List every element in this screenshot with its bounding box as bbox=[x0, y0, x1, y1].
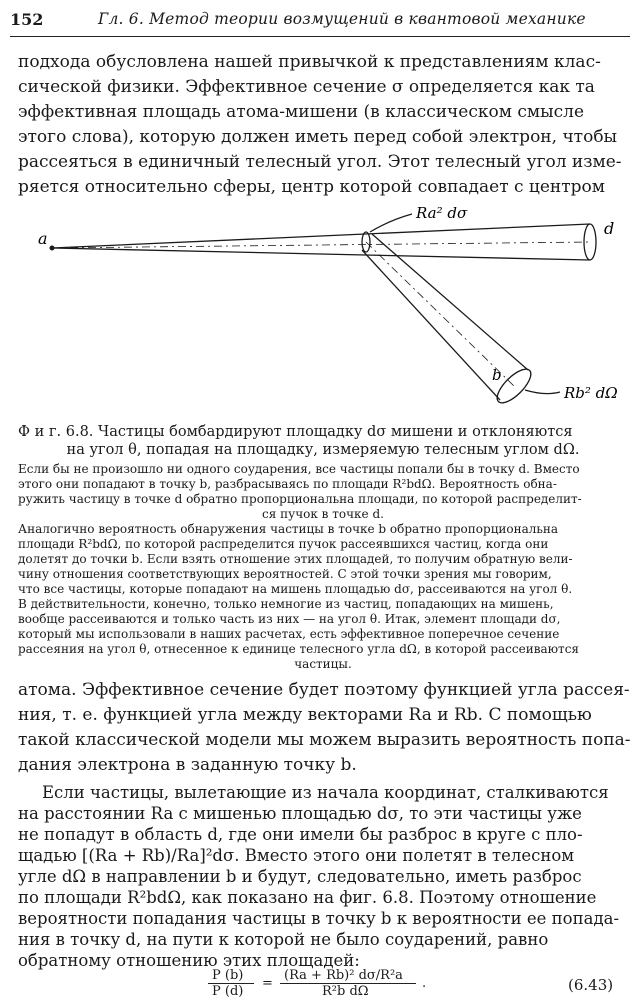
text-line: щадью [(Ra + Rb)/Ra]²dσ. Вместо этого они полетят в телесном bbox=[18, 846, 575, 865]
formula-lhs-denominator: P (d) bbox=[212, 984, 244, 999]
note-line: что все частицы, которые попадают на мишень площадью dσ, рассеиваются на угол θ. bbox=[18, 582, 573, 596]
text-line: на расстоянии Ra с мишенью площадью dσ, то эти частицы уже bbox=[18, 804, 582, 823]
label-rb-domega: Rb² dΩ bbox=[564, 384, 618, 402]
scatter-axis-dashed bbox=[366, 242, 514, 386]
note-line: Аналогично вероятность обнаружения частицы в точке b обратно пропорциональна bbox=[18, 522, 559, 536]
text-line: этого слова), которую должен иметь перед собой электрон, чтобы bbox=[18, 127, 618, 147]
area-d-ellipse bbox=[584, 224, 596, 260]
note-line: частицы. bbox=[294, 657, 352, 671]
leader-rb bbox=[525, 390, 560, 394]
note-line: В действительности, конечно, только немногие из частиц, попадающих на мишень, bbox=[18, 597, 554, 611]
note-line: долетят до точки b. Если взять отношение этих площадей, то получим обратную вели- bbox=[18, 552, 573, 566]
note-line: который мы использовали в наших расчетах, есть эффективное поперечное сечение bbox=[18, 627, 560, 641]
text-line: подхода обусловлена нашей привычкой к представлениям клас- bbox=[18, 52, 601, 72]
note-line: вообще рассеиваются и только часть из них — на угол θ. Итак, элемент площади dσ, bbox=[18, 612, 561, 626]
text-line: такой классической модели мы можем выразить вероятность попа- bbox=[18, 730, 631, 750]
note-line: рассеяния на угол θ, отнесенное к единице телесного угла dΩ, в которой рассеиваются bbox=[18, 642, 579, 656]
text-line: рассеяться в единичный телесный угол. Этот телесный угол изме- bbox=[18, 152, 622, 172]
fraction-bar-lhs bbox=[208, 983, 254, 984]
note-line: площади R²bdΩ, по которой распределится пучок рассеявшихся частиц, когда они bbox=[18, 537, 549, 551]
label-b: b bbox=[492, 366, 502, 384]
cone-upper-edge bbox=[52, 224, 590, 248]
cone-lower-edge bbox=[52, 248, 590, 260]
header-rule bbox=[10, 36, 630, 37]
leader-ra bbox=[370, 214, 412, 232]
formula-lhs-numerator: P (b) bbox=[212, 968, 244, 983]
note-line: ружить частицу в точке d обратно пропорциональна площади, по которой распределит- bbox=[18, 492, 582, 506]
formula-rhs-denominator: R²b dΩ bbox=[322, 984, 369, 999]
text-line: эффективная площадь атома-мишени (в классическом смысле bbox=[18, 102, 585, 122]
text-line: вероятности попадания частицы в точку b к вероятности ее попада- bbox=[18, 909, 620, 928]
fraction-bar-rhs bbox=[280, 983, 416, 984]
text-line: ния, т. е. функцией угла между векторами Ra и Rb. С помощью bbox=[18, 705, 592, 725]
text-line: ния в точку d, на пути к которой не было соударений, равно bbox=[18, 930, 549, 949]
note-line: Если бы не произошло ни одного соударения, все частицы попали бы в точку d. Вместо bbox=[18, 462, 580, 476]
label-a: a bbox=[38, 229, 48, 248]
note-line: чину отношения соответствующих вероятностей. С этой точки зрения мы говорим, bbox=[18, 567, 552, 581]
scatter-cone-right bbox=[372, 234, 528, 370]
formula-equals: = bbox=[262, 976, 273, 991]
note-line: ся пучок в точке d. bbox=[262, 507, 384, 521]
figure-6-8 bbox=[0, 200, 638, 420]
text-line: Если частицы, вылетающие из начала координат, сталкиваются bbox=[42, 783, 609, 802]
text-line: дания электрона в заданную точку b. bbox=[18, 755, 357, 775]
figure-caption-line: Ф и г. 6.8. Частицы бомбардируют площадку dσ мишени и отклоняются bbox=[18, 424, 573, 440]
text-line: атома. Эффективное сечение будет поэтому функцией угла рассея- bbox=[18, 680, 630, 700]
scatter-cone-left bbox=[362, 250, 500, 400]
note-line: этого они попадают в точку b, разбрасываясь по площади R²bdΩ. Вероятность обна- bbox=[18, 477, 557, 491]
page-number: 152 bbox=[10, 10, 44, 29]
formula-period: . bbox=[422, 976, 427, 991]
formula-6-43 bbox=[0, 968, 638, 1000]
figure-caption-line: на угол θ, попадая на площадку, измеряемую телесным углом dΩ. bbox=[66, 442, 580, 458]
label-ra-dsigma: Ra² dσ bbox=[416, 204, 468, 222]
text-line: ряется относительно сферы, центр которой совпадает с центром bbox=[18, 177, 605, 197]
text-line: не попадут в область d, где они имели бы разброс в круге с пло- bbox=[18, 825, 583, 844]
text-line: по площади R²bdΩ, как показано на фиг. 6.8. Поэтому отношение bbox=[18, 888, 597, 907]
formula-eq-number: (6.43) bbox=[568, 976, 614, 994]
text-line: обратному отношению этих площадей: bbox=[18, 951, 360, 970]
point-a bbox=[50, 246, 55, 251]
formula-rhs-numerator: (Ra + Rb)² dσ/R²a bbox=[284, 968, 403, 983]
label-d: d bbox=[604, 219, 615, 238]
text-line: угле dΩ в направлении b и будут, следовательно, иметь разброс bbox=[18, 867, 582, 886]
page-header bbox=[10, 8, 630, 36]
running-title: Гл. 6. Метод теории возмущений в квантовой механике bbox=[98, 10, 586, 28]
text-line: сической физики. Эффективное сечение σ определяется как та bbox=[18, 77, 595, 97]
